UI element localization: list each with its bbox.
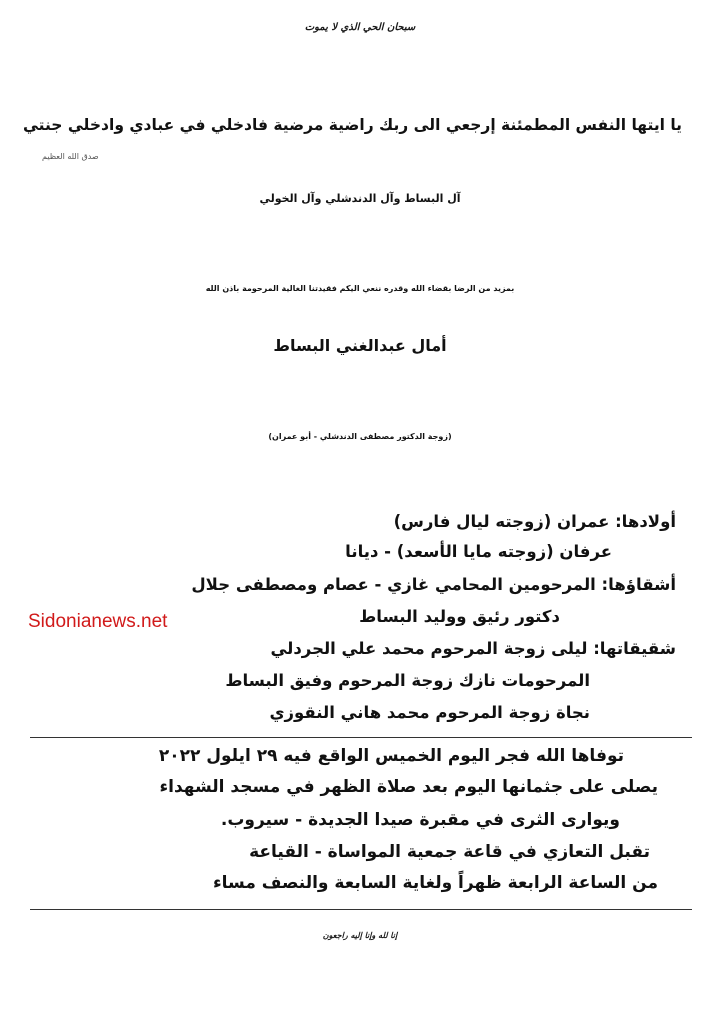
families-heading: آل البساط وآل الدندشلي وآل الخولي xyxy=(259,192,461,205)
watermark: Sidonianews.net xyxy=(28,611,168,632)
header-calligraphy: سبحان الحي الذي لا يموت xyxy=(304,22,416,33)
divider xyxy=(30,909,692,910)
quran-verse: يا ايتها النفس المطمئنة إرجعي الى ربك راضية مرضية فادخلي في عبادي وادخلي جنتي xyxy=(22,116,682,134)
intro-line: بمزيد من الرضا بقضاء الله وقدره ننعي اليكم فقيدتنا الغالية المرحومة باذن الله xyxy=(205,284,515,293)
funeral-line: ويوارى الثرى في مقبرة صيدا الجديدة - سيروب. xyxy=(220,810,620,830)
relatives-line: أولادها: عمران (زوجته ليال فارس) xyxy=(393,512,676,531)
footer-calligraphy: إنا لله وإنا إليه راجعون xyxy=(322,930,398,940)
divider xyxy=(30,737,692,738)
relatives-line: عرفان (زوجته مايا الأسعد) - ديانا xyxy=(345,542,612,561)
relatives-line: أشقاؤها: المرحومين المحامي غازي - عصام ومصطفى جلال xyxy=(191,575,676,594)
relatives-line: المرحومات نازك زوجة المرحوم وفيق البساط xyxy=(225,671,590,690)
relatives-line: نجاة زوجة المرحوم محمد هاني النقوزي xyxy=(269,703,590,722)
funeral-line: تقبل التعازي في قاعة جمعية المواساة - القياعة xyxy=(249,842,650,862)
funeral-line: من الساعة الرابعة ظهراً ولغاية السابعة والنصف مساء xyxy=(212,873,658,893)
funeral-line: يصلى على جثمانها اليوم بعد صلاة الظهر في مسجد الشهداء xyxy=(159,777,658,797)
funeral-line: توفاها الله فجر اليوم الخميس الواقع فيه ٢٩ ايلول ٢٠٢٢ xyxy=(158,746,624,766)
deceased-name: أمال عبدالغني البساط xyxy=(273,336,447,355)
relatives-line: دكتور رئيق ووليد البساط xyxy=(359,607,560,626)
relatives-line: شقيقاتها: ليلى زوجة المرحوم محمد علي الجردلي xyxy=(270,639,676,658)
husband-line: (زوجة الدكتور مصطفى الدندشلي - أبو عمران) xyxy=(268,432,452,441)
verse-attribution: صدق الله العظيم xyxy=(42,152,99,161)
